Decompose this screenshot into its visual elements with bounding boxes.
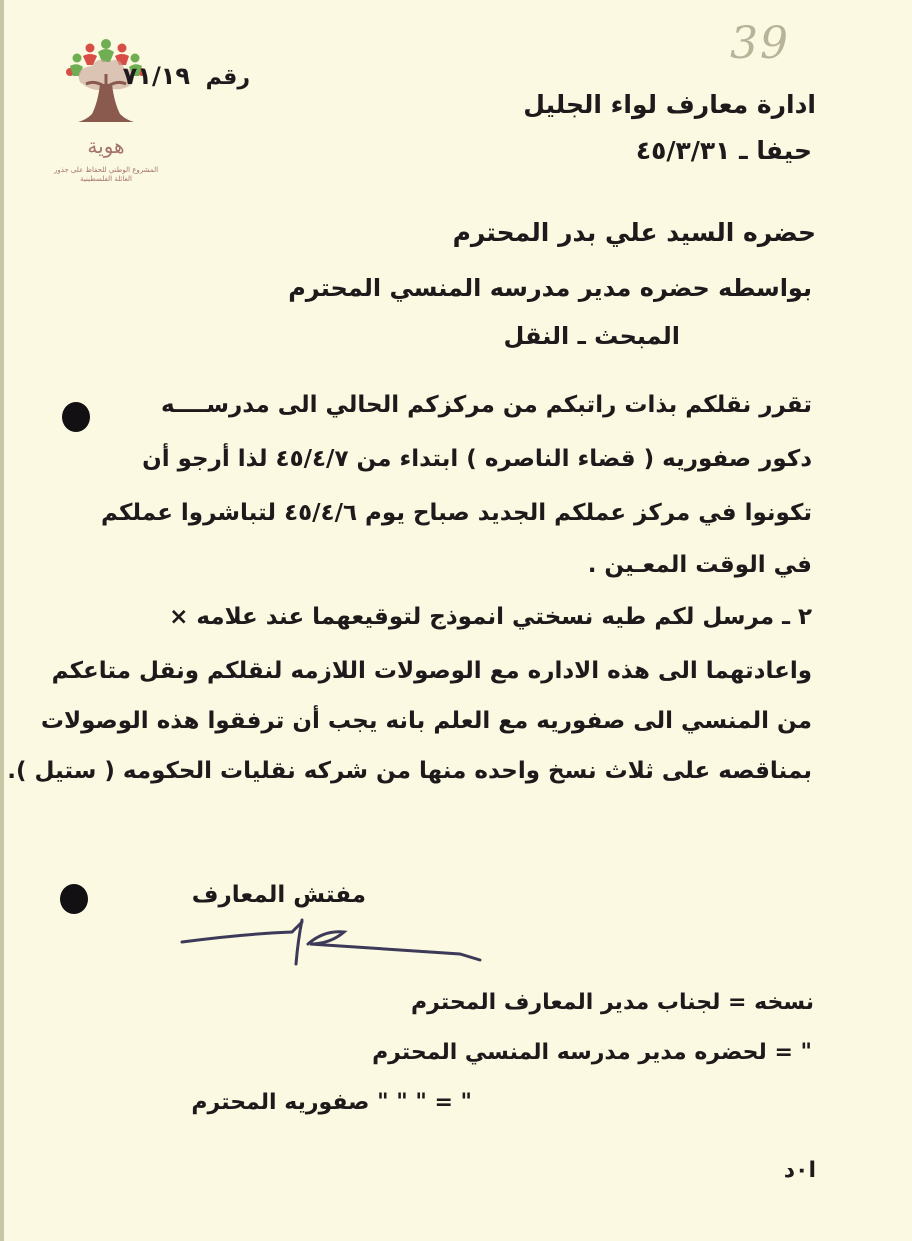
paragraph1-line1: تقرر نقلكم بذات راتبكم من مركزكم الحالي الى مدرســــه xyxy=(160,392,812,418)
reference-label: رقم xyxy=(205,65,250,90)
paragraph2-line4: بمناقصه على ثلاث نسخ واحده منها من شركه نقليات الحكومه ( ستيل ). xyxy=(7,758,812,784)
hawiya-logo xyxy=(50,34,162,194)
reference-line xyxy=(122,62,250,90)
place-date: حيفا ـ ٤٥/٣/٣١ xyxy=(635,136,812,165)
reference-number: ٧١/١٩ xyxy=(122,62,190,90)
handwritten-signature xyxy=(176,914,506,974)
signatory-title: مفتش المعارف xyxy=(191,882,366,908)
typist-initials: ا٠د xyxy=(783,1158,816,1183)
logo-subtitle: المشروع الوطني للحفاظ على جذور العائلة الفلسطينية xyxy=(53,166,159,183)
department-name: ادارة معارف لواء الجليل xyxy=(523,90,816,119)
paragraph2-line2: واعادتهما الى هذه الاداره مع الوصولات اللازمه لنقلكم ونقل متاعكم xyxy=(51,658,812,684)
subject-line: المبحث ـ النقل xyxy=(503,322,680,350)
logo-name: هوية xyxy=(87,134,125,158)
archive-number: 39 xyxy=(730,18,790,69)
paragraph1-line4: في الوقت المعـين . xyxy=(587,552,812,578)
punch-hole-top xyxy=(62,402,90,432)
paragraph1-line3: تكونوا في مركز عملكم الجديد صباح يوم ٤٥/٤/٦ لتباشروا عملكم xyxy=(100,500,812,526)
copy-line2: " = لحضره مدير مدرسه المنسي المحترم xyxy=(372,1040,812,1065)
addressee-via: بواسطه حضره مدير مدرسه المنسي المحترم xyxy=(288,274,812,302)
copy-line1: نسخه = لجناب مدير المعارف المحترم xyxy=(411,990,814,1015)
paragraph2-line3: من المنسي الى صفوريه مع العلم بانه يجب أن ترفقوا هذه الوصولات xyxy=(40,708,812,734)
copy-line3: " = " " " صفوريه المحترم xyxy=(191,1090,472,1115)
paragraph1-line2: دكور صفوريه ( قضاء الناصره ) ابتداء من ٤٥/٤/٧ لذا أرجو أن xyxy=(142,446,812,472)
addressee-name: حضره السيد علي بدر المحترم xyxy=(452,218,816,247)
paragraph2-line1: ٢ ـ مرسل لكم طيه نسختي انموذج لتوقيعهما عند علامه × xyxy=(169,604,812,630)
punch-hole-bottom xyxy=(60,884,88,914)
